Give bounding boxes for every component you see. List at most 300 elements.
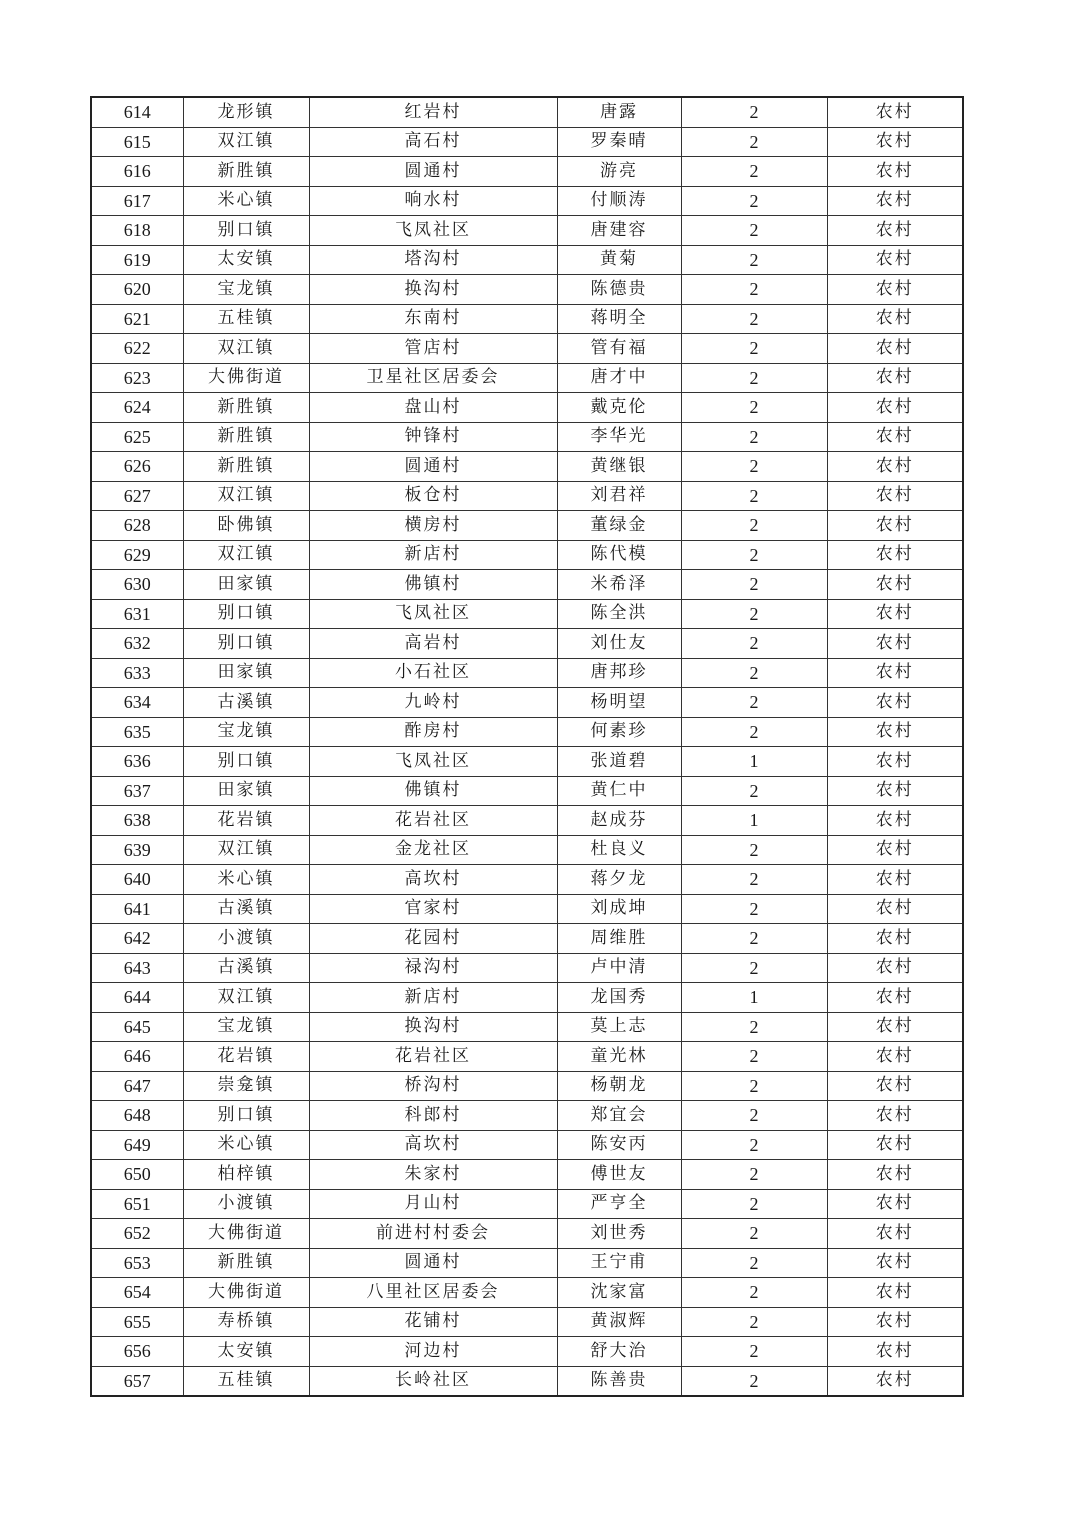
count-cell: 2 — [681, 216, 827, 246]
table-row — [91, 717, 963, 747]
row-number-cell: 639 — [91, 835, 183, 865]
row-number-cell: 629 — [91, 540, 183, 570]
name-cell: 童光林 — [557, 1042, 681, 1072]
table-row — [91, 865, 963, 895]
category-cell: 农村 — [827, 363, 963, 393]
count-cell: 2 — [681, 97, 827, 127]
count-cell: 2 — [681, 363, 827, 393]
name-cell: 唐邦珍 — [557, 658, 681, 688]
name-cell: 陈德贵 — [557, 275, 681, 305]
table-row — [91, 835, 963, 865]
row-number-cell: 645 — [91, 1012, 183, 1042]
count-cell: 2 — [681, 245, 827, 275]
count-cell: 2 — [681, 953, 827, 983]
town-cell: 古溪镇 — [183, 953, 309, 983]
row-number-cell: 647 — [91, 1071, 183, 1101]
village-cell: 科郎村 — [309, 1101, 557, 1131]
name-cell: 严亨全 — [557, 1189, 681, 1219]
count-cell: 2 — [681, 1366, 827, 1396]
name-cell: 郑宜会 — [557, 1101, 681, 1131]
count-cell: 2 — [681, 1278, 827, 1308]
town-cell: 米心镇 — [183, 865, 309, 895]
count-cell: 1 — [681, 806, 827, 836]
town-cell: 龙形镇 — [183, 97, 309, 127]
town-cell: 五桂镇 — [183, 304, 309, 334]
village-cell: 佛镇村 — [309, 776, 557, 806]
town-cell: 崇龛镇 — [183, 1071, 309, 1101]
name-cell: 杨明望 — [557, 688, 681, 718]
count-cell: 2 — [681, 157, 827, 187]
town-cell: 田家镇 — [183, 658, 309, 688]
table-row — [91, 1366, 963, 1396]
row-number-cell: 614 — [91, 97, 183, 127]
category-cell: 农村 — [827, 806, 963, 836]
count-cell: 2 — [681, 1042, 827, 1072]
table-row — [91, 1219, 963, 1249]
row-number-cell: 626 — [91, 452, 183, 482]
count-cell: 2 — [681, 865, 827, 895]
town-cell: 新胜镇 — [183, 422, 309, 452]
town-cell: 太安镇 — [183, 1337, 309, 1367]
village-cell: 前进村村委会 — [309, 1219, 557, 1249]
town-cell: 小渡镇 — [183, 924, 309, 954]
category-cell: 农村 — [827, 776, 963, 806]
village-cell: 月山村 — [309, 1189, 557, 1219]
count-cell: 2 — [681, 334, 827, 364]
category-cell: 农村 — [827, 275, 963, 305]
row-number-cell: 637 — [91, 776, 183, 806]
category-cell: 农村 — [827, 629, 963, 659]
town-cell: 别口镇 — [183, 747, 309, 777]
category-cell: 农村 — [827, 953, 963, 983]
village-cell: 圆通村 — [309, 157, 557, 187]
village-cell: 红岩村 — [309, 97, 557, 127]
count-cell: 2 — [681, 1012, 827, 1042]
category-cell: 农村 — [827, 894, 963, 924]
count-cell: 2 — [681, 1071, 827, 1101]
name-cell: 龙国秀 — [557, 983, 681, 1013]
name-cell: 刘仕友 — [557, 629, 681, 659]
town-cell: 五桂镇 — [183, 1366, 309, 1396]
count-cell: 2 — [681, 1160, 827, 1190]
name-cell: 黄仁中 — [557, 776, 681, 806]
category-cell: 农村 — [827, 747, 963, 777]
name-cell: 黄继银 — [557, 452, 681, 482]
category-cell: 农村 — [827, 1012, 963, 1042]
table-row — [91, 127, 963, 157]
row-number-cell: 653 — [91, 1248, 183, 1278]
count-cell: 2 — [681, 304, 827, 334]
village-cell: 圆通村 — [309, 1248, 557, 1278]
town-cell: 田家镇 — [183, 776, 309, 806]
table-row — [91, 629, 963, 659]
row-number-cell: 640 — [91, 865, 183, 895]
name-cell: 米希泽 — [557, 570, 681, 600]
name-cell: 王宁甫 — [557, 1248, 681, 1278]
village-cell: 新店村 — [309, 983, 557, 1013]
village-cell: 小石社区 — [309, 658, 557, 688]
name-cell: 唐建容 — [557, 216, 681, 246]
count-cell: 2 — [681, 422, 827, 452]
village-cell: 飞凤社区 — [309, 216, 557, 246]
table-body — [91, 97, 963, 1396]
table-row — [91, 1278, 963, 1308]
village-cell: 换沟村 — [309, 275, 557, 305]
village-cell: 圆通村 — [309, 452, 557, 482]
town-cell: 米心镇 — [183, 186, 309, 216]
row-number-cell: 652 — [91, 1219, 183, 1249]
name-cell: 周维胜 — [557, 924, 681, 954]
table-row — [91, 157, 963, 187]
count-cell: 2 — [681, 1101, 827, 1131]
name-cell: 游亮 — [557, 157, 681, 187]
table-row — [91, 1337, 963, 1367]
row-number-cell: 636 — [91, 747, 183, 777]
count-cell: 2 — [681, 511, 827, 541]
table-row — [91, 894, 963, 924]
table-row — [91, 511, 963, 541]
town-cell: 小渡镇 — [183, 1189, 309, 1219]
name-cell: 张道碧 — [557, 747, 681, 777]
row-number-cell: 631 — [91, 599, 183, 629]
row-number-cell: 648 — [91, 1101, 183, 1131]
table-row — [91, 216, 963, 246]
category-cell: 农村 — [827, 599, 963, 629]
count-cell: 2 — [681, 599, 827, 629]
village-cell: 高岩村 — [309, 629, 557, 659]
table-row — [91, 97, 963, 127]
table-row — [91, 570, 963, 600]
village-cell: 管店村 — [309, 334, 557, 364]
name-cell: 戴克伦 — [557, 393, 681, 423]
category-cell: 农村 — [827, 1366, 963, 1396]
name-cell: 刘君祥 — [557, 481, 681, 511]
category-cell: 农村 — [827, 1042, 963, 1072]
count-cell: 2 — [681, 1189, 827, 1219]
row-number-cell: 620 — [91, 275, 183, 305]
category-cell: 农村 — [827, 127, 963, 157]
table-row — [91, 363, 963, 393]
row-number-cell: 642 — [91, 924, 183, 954]
count-cell: 2 — [681, 452, 827, 482]
count-cell: 2 — [681, 186, 827, 216]
name-cell: 蒋明全 — [557, 304, 681, 334]
town-cell: 双江镇 — [183, 540, 309, 570]
row-number-cell: 625 — [91, 422, 183, 452]
row-number-cell: 646 — [91, 1042, 183, 1072]
town-cell: 古溪镇 — [183, 894, 309, 924]
count-cell: 2 — [681, 776, 827, 806]
row-number-cell: 633 — [91, 658, 183, 688]
name-cell: 黄淑辉 — [557, 1307, 681, 1337]
village-cell: 换沟村 — [309, 1012, 557, 1042]
row-number-cell: 634 — [91, 688, 183, 718]
row-number-cell: 632 — [91, 629, 183, 659]
count-cell: 1 — [681, 747, 827, 777]
count-cell: 2 — [681, 894, 827, 924]
village-cell: 飞凤社区 — [309, 747, 557, 777]
category-cell: 农村 — [827, 511, 963, 541]
village-cell: 卫星社区居委会 — [309, 363, 557, 393]
village-cell: 塔沟村 — [309, 245, 557, 275]
name-cell: 卢中清 — [557, 953, 681, 983]
table-row — [91, 1307, 963, 1337]
name-cell: 刘世秀 — [557, 1219, 681, 1249]
town-cell: 别口镇 — [183, 216, 309, 246]
row-number-cell: 628 — [91, 511, 183, 541]
name-cell: 何素珍 — [557, 717, 681, 747]
town-cell: 太安镇 — [183, 245, 309, 275]
village-cell: 响水村 — [309, 186, 557, 216]
category-cell: 农村 — [827, 865, 963, 895]
table-row — [91, 688, 963, 718]
village-cell: 佛镇村 — [309, 570, 557, 600]
town-cell: 宝龙镇 — [183, 717, 309, 747]
category-cell: 农村 — [827, 1071, 963, 1101]
row-number-cell: 654 — [91, 1278, 183, 1308]
table-row — [91, 747, 963, 777]
town-cell: 大佛街道 — [183, 1219, 309, 1249]
count-cell: 2 — [681, 629, 827, 659]
row-number-cell: 644 — [91, 983, 183, 1013]
row-number-cell: 650 — [91, 1160, 183, 1190]
category-cell: 农村 — [827, 1337, 963, 1367]
count-cell: 2 — [681, 1130, 827, 1160]
name-cell: 杜良义 — [557, 835, 681, 865]
name-cell: 沈家富 — [557, 1278, 681, 1308]
village-cell: 金龙社区 — [309, 835, 557, 865]
table-row — [91, 1012, 963, 1042]
category-cell: 农村 — [827, 688, 963, 718]
table-row — [91, 540, 963, 570]
town-cell: 新胜镇 — [183, 157, 309, 187]
table-row — [91, 1160, 963, 1190]
table-row — [91, 186, 963, 216]
name-cell: 陈安丙 — [557, 1130, 681, 1160]
name-cell: 董绿金 — [557, 511, 681, 541]
village-cell: 钟锋村 — [309, 422, 557, 452]
category-cell: 农村 — [827, 334, 963, 364]
row-number-cell: 619 — [91, 245, 183, 275]
row-number-cell: 649 — [91, 1130, 183, 1160]
name-cell: 刘成坤 — [557, 894, 681, 924]
table-row — [91, 245, 963, 275]
town-cell: 米心镇 — [183, 1130, 309, 1160]
count-cell: 2 — [681, 481, 827, 511]
village-cell: 东南村 — [309, 304, 557, 334]
town-cell: 别口镇 — [183, 1101, 309, 1131]
name-cell: 唐露 — [557, 97, 681, 127]
town-cell: 宝龙镇 — [183, 275, 309, 305]
village-cell: 花铺村 — [309, 1307, 557, 1337]
village-cell: 新店村 — [309, 540, 557, 570]
table-row — [91, 953, 963, 983]
category-cell: 农村 — [827, 304, 963, 334]
table-row — [91, 452, 963, 482]
table-row — [91, 924, 963, 954]
category-cell: 农村 — [827, 924, 963, 954]
town-cell: 双江镇 — [183, 983, 309, 1013]
village-cell: 八里社区居委会 — [309, 1278, 557, 1308]
village-cell: 桥沟村 — [309, 1071, 557, 1101]
name-cell: 黄菊 — [557, 245, 681, 275]
table-row — [91, 1101, 963, 1131]
table-row — [91, 658, 963, 688]
row-number-cell: 617 — [91, 186, 183, 216]
village-cell: 板仓村 — [309, 481, 557, 511]
name-cell: 舒大治 — [557, 1337, 681, 1367]
row-number-cell: 655 — [91, 1307, 183, 1337]
row-number-cell: 618 — [91, 216, 183, 246]
data-table — [90, 96, 964, 1397]
table-row — [91, 1042, 963, 1072]
count-cell: 1 — [681, 983, 827, 1013]
category-cell: 农村 — [827, 1307, 963, 1337]
row-number-cell: 621 — [91, 304, 183, 334]
count-cell: 2 — [681, 1219, 827, 1249]
village-cell: 花园村 — [309, 924, 557, 954]
village-cell: 花岩社区 — [309, 1042, 557, 1072]
category-cell: 农村 — [827, 186, 963, 216]
row-number-cell: 630 — [91, 570, 183, 600]
village-cell: 花岩社区 — [309, 806, 557, 836]
category-cell: 农村 — [827, 1189, 963, 1219]
category-cell: 农村 — [827, 216, 963, 246]
village-cell: 河边村 — [309, 1337, 557, 1367]
row-number-cell: 656 — [91, 1337, 183, 1367]
town-cell: 宝龙镇 — [183, 1012, 309, 1042]
name-cell: 陈全洪 — [557, 599, 681, 629]
row-number-cell: 643 — [91, 953, 183, 983]
village-cell: 官家村 — [309, 894, 557, 924]
table-row — [91, 304, 963, 334]
name-cell: 唐才中 — [557, 363, 681, 393]
town-cell: 花岩镇 — [183, 1042, 309, 1072]
village-cell: 朱家村 — [309, 1160, 557, 1190]
name-cell: 蒋夕龙 — [557, 865, 681, 895]
village-cell: 禄沟村 — [309, 953, 557, 983]
name-cell: 李华光 — [557, 422, 681, 452]
town-cell: 别口镇 — [183, 599, 309, 629]
row-number-cell: 615 — [91, 127, 183, 157]
town-cell: 新胜镇 — [183, 1248, 309, 1278]
name-cell: 傅世友 — [557, 1160, 681, 1190]
town-cell: 寿桥镇 — [183, 1307, 309, 1337]
count-cell: 2 — [681, 924, 827, 954]
category-cell: 农村 — [827, 1160, 963, 1190]
category-cell: 农村 — [827, 717, 963, 747]
town-cell: 新胜镇 — [183, 393, 309, 423]
category-cell: 农村 — [827, 157, 963, 187]
village-cell: 盘山村 — [309, 393, 557, 423]
name-cell: 罗秦晴 — [557, 127, 681, 157]
category-cell: 农村 — [827, 835, 963, 865]
row-number-cell: 638 — [91, 806, 183, 836]
town-cell: 双江镇 — [183, 127, 309, 157]
town-cell: 大佛街道 — [183, 1278, 309, 1308]
category-cell: 农村 — [827, 393, 963, 423]
name-cell: 莫上志 — [557, 1012, 681, 1042]
category-cell: 农村 — [827, 1248, 963, 1278]
name-cell: 杨朝龙 — [557, 1071, 681, 1101]
town-cell: 卧佛镇 — [183, 511, 309, 541]
category-cell: 农村 — [827, 1219, 963, 1249]
count-cell: 2 — [681, 127, 827, 157]
category-cell: 农村 — [827, 983, 963, 1013]
town-cell: 大佛街道 — [183, 363, 309, 393]
row-number-cell: 657 — [91, 1366, 183, 1396]
count-cell: 2 — [681, 540, 827, 570]
name-cell: 陈代模 — [557, 540, 681, 570]
village-cell: 九岭村 — [309, 688, 557, 718]
category-cell: 农村 — [827, 1130, 963, 1160]
count-cell: 2 — [681, 570, 827, 600]
count-cell: 2 — [681, 393, 827, 423]
category-cell: 农村 — [827, 1278, 963, 1308]
table-row — [91, 334, 963, 364]
table-row — [91, 1189, 963, 1219]
name-cell: 付顺涛 — [557, 186, 681, 216]
count-cell: 2 — [681, 1307, 827, 1337]
category-cell: 农村 — [827, 452, 963, 482]
name-cell: 赵成芬 — [557, 806, 681, 836]
town-cell: 双江镇 — [183, 334, 309, 364]
row-number-cell: 635 — [91, 717, 183, 747]
category-cell: 农村 — [827, 658, 963, 688]
row-number-cell: 623 — [91, 363, 183, 393]
category-cell: 农村 — [827, 245, 963, 275]
table-row — [91, 983, 963, 1013]
count-cell: 2 — [681, 658, 827, 688]
town-cell: 双江镇 — [183, 835, 309, 865]
table-row — [91, 1071, 963, 1101]
row-number-cell: 641 — [91, 894, 183, 924]
table-row — [91, 481, 963, 511]
village-cell: 高坎村 — [309, 865, 557, 895]
town-cell: 花岩镇 — [183, 806, 309, 836]
town-cell: 田家镇 — [183, 570, 309, 600]
village-cell: 高坎村 — [309, 1130, 557, 1160]
table-row — [91, 776, 963, 806]
row-number-cell: 627 — [91, 481, 183, 511]
village-cell: 横房村 — [309, 511, 557, 541]
town-cell: 柏梓镇 — [183, 1160, 309, 1190]
category-cell: 农村 — [827, 540, 963, 570]
row-number-cell: 622 — [91, 334, 183, 364]
town-cell: 别口镇 — [183, 629, 309, 659]
row-number-cell: 616 — [91, 157, 183, 187]
table-row — [91, 1248, 963, 1278]
count-cell: 2 — [681, 717, 827, 747]
village-cell: 酢房村 — [309, 717, 557, 747]
table-row — [91, 393, 963, 423]
table-row — [91, 422, 963, 452]
category-cell: 农村 — [827, 422, 963, 452]
category-cell: 农村 — [827, 1101, 963, 1131]
town-cell: 古溪镇 — [183, 688, 309, 718]
row-number-cell: 651 — [91, 1189, 183, 1219]
village-cell: 高石村 — [309, 127, 557, 157]
table-row — [91, 806, 963, 836]
category-cell: 农村 — [827, 481, 963, 511]
village-cell: 长岭社区 — [309, 1366, 557, 1396]
table-row — [91, 1130, 963, 1160]
name-cell: 管有福 — [557, 334, 681, 364]
count-cell: 2 — [681, 835, 827, 865]
town-cell: 双江镇 — [183, 481, 309, 511]
count-cell: 2 — [681, 1248, 827, 1278]
table-row — [91, 599, 963, 629]
